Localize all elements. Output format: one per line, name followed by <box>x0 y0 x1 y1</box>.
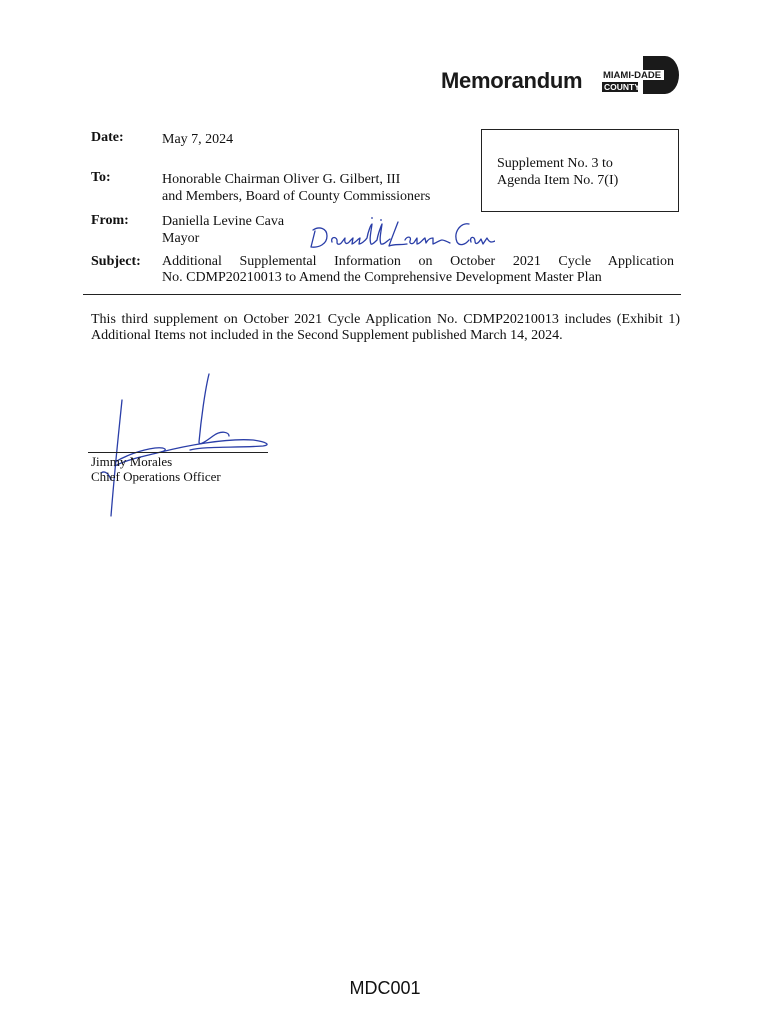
header-divider <box>83 294 681 295</box>
svg-text:MIAMI-DADE: MIAMI-DADE <box>603 70 662 81</box>
subject-label: Subject: <box>91 254 141 269</box>
signature-line <box>88 452 268 453</box>
date-value: May 7, 2024 <box>162 132 234 147</box>
supplement-line: Supplement No. 3 to <box>497 156 613 171</box>
from-name: Daniella Levine Cava <box>162 214 285 229</box>
miami-dade-county-logo <box>601 56 679 94</box>
subject-text <box>162 254 674 286</box>
from-title: Mayor <box>162 231 200 246</box>
mayor-signature <box>305 214 495 254</box>
subject-line: No. CDMP20210013 to Amend the Comprehensive Development Master Plan <box>162 270 602 285</box>
signer-title: Chief Operations Officer <box>91 469 221 484</box>
from-label: From: <box>91 213 129 228</box>
agenda-item-line: Agenda Item No. 7(I) <box>497 173 619 188</box>
from-sender <box>162 213 284 247</box>
page-code: MDC001 <box>349 978 421 998</box>
to-line: and Members, Board of County Commissioners <box>162 189 431 204</box>
to-line: Honorable Chairman Oliver G. Gilbert, III <box>162 172 401 187</box>
to-recipients <box>162 171 430 205</box>
subject-line: Additional Supplemental Information on October 2021 Cycle Application <box>162 254 674 269</box>
memo-title: Memorandum <box>441 68 583 93</box>
signer-name: Jimmy Morales <box>91 454 173 469</box>
body-paragraph: This third supplement on October 2021 Cycle Application No. CDMP20210013 includes (Exhibit 1) Additional Items not included in the Second Supplement published March 14, 2024. <box>91 312 680 343</box>
to-label: To: <box>91 170 111 185</box>
coo-signature <box>95 370 275 520</box>
supplement-text <box>497 155 618 189</box>
date-label: Date: <box>91 130 124 145</box>
svg-text:COUNTY: COUNTY <box>604 82 640 92</box>
